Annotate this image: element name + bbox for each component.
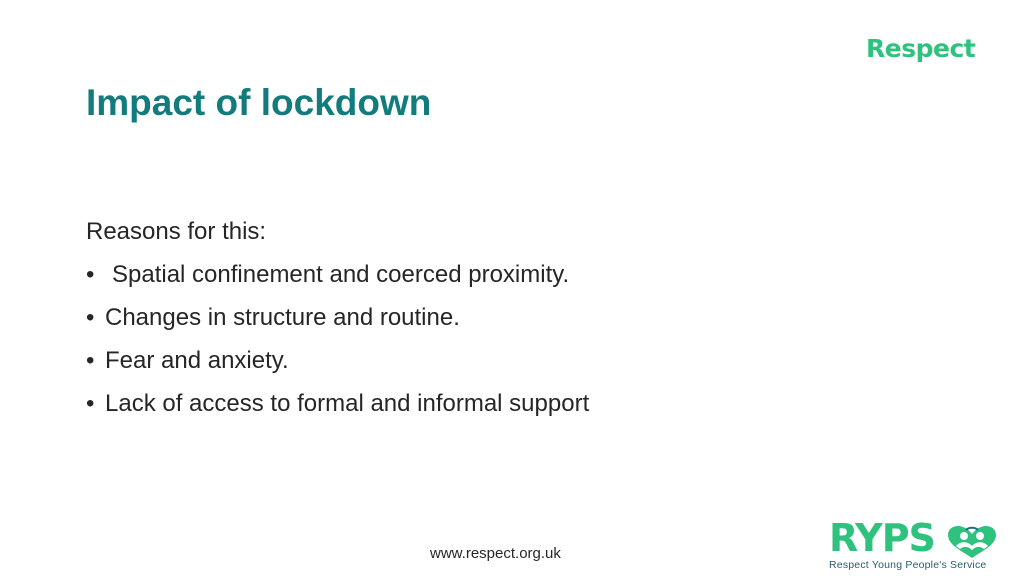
ryps-wordmark: RYPS [829,516,935,560]
respect-logo: Respect [866,34,976,63]
slide-body [86,210,589,425]
bullet-text: Changes in structure and routine. [105,304,460,331]
footer-url: www.respect.org.uk [430,545,561,562]
slide-title: Impact of lockdown [86,82,432,123]
ryps-tagline: Respect Young People's Service [829,559,987,571]
ryps-logo [826,516,1006,572]
intro-text: Reasons for this: [86,218,267,245]
bullet-dot: • [86,347,95,374]
bullet-item [86,296,589,339]
bullet-dot: • [86,261,95,288]
bullet-item [86,339,589,382]
bullet-text: Spatial confinement and coerced proximity. [112,261,570,288]
bullet-item [86,382,589,425]
bullet-text: Lack of access to formal and informal support [105,390,590,417]
bullet-dot: • [86,390,95,417]
heart-people-icon [944,525,1000,559]
bullet-dot: • [86,304,95,331]
bullet-text: Fear and anxiety. [105,347,289,374]
bullet-item [86,253,589,296]
